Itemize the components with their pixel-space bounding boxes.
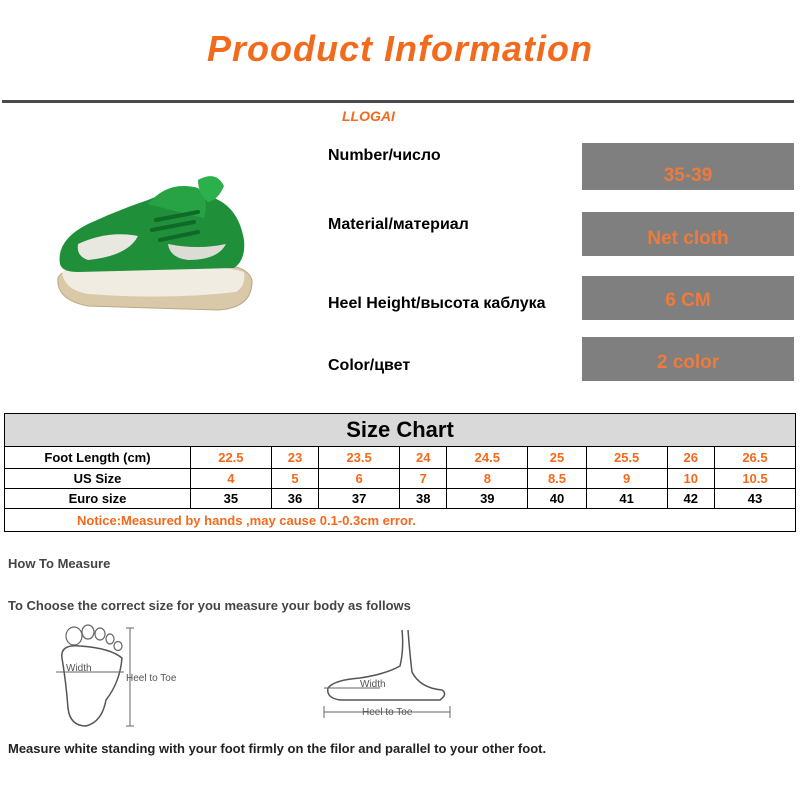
spec-label-material: Material/материал xyxy=(328,216,469,233)
side-width-label: Width xyxy=(360,679,386,690)
table-cell: 40 xyxy=(528,489,587,509)
product-shoe-image xyxy=(48,160,258,320)
table-cell: 24 xyxy=(399,447,446,469)
table-cell: 6 xyxy=(319,469,400,489)
table-cell: 26.5 xyxy=(714,447,795,469)
size-chart-notice: Notice:Measured by hands ,may cause 0.1-0.3cm error. xyxy=(5,509,796,532)
table-cell: 8.5 xyxy=(528,469,587,489)
spec-value-material: Net cloth xyxy=(582,212,794,256)
table-cell: 5 xyxy=(271,469,318,489)
foot-side-diagram xyxy=(320,626,454,720)
table-cell: 9 xyxy=(586,469,667,489)
table-cell: 7 xyxy=(399,469,446,489)
table-cell: 36 xyxy=(271,489,318,509)
table-cell: 42 xyxy=(667,489,714,509)
spec-value-color: 2 color xyxy=(582,337,794,381)
table-cell: 37 xyxy=(319,489,400,509)
table-cell: 26 xyxy=(667,447,714,469)
row-label-euro-size: Euro size xyxy=(5,489,191,509)
page-title: Prooduct Information xyxy=(207,28,593,69)
how-to-measure-heading: How To Measure xyxy=(8,556,111,571)
table-cell: 35 xyxy=(191,489,272,509)
table-row xyxy=(5,489,796,509)
table-cell: 43 xyxy=(714,489,795,509)
header-divider xyxy=(2,100,794,103)
spec-label-number: Number/число xyxy=(328,147,441,164)
table-cell: 23 xyxy=(271,447,318,469)
brand-label: LLOGAI xyxy=(342,108,395,124)
side-length-label: Heel to Toe xyxy=(362,707,413,718)
row-label-us-size: US Size xyxy=(5,469,191,489)
measure-instruction-text: Measure white standing with your foot firmly on the filor and parallel to your other foot. xyxy=(8,741,547,756)
spec-label-color: Color/цвет xyxy=(328,357,411,374)
sole-width-label: Width xyxy=(66,663,92,674)
table-cell: 10 xyxy=(667,469,714,489)
sole-length-label: Heel to Toe xyxy=(126,673,177,684)
table-row xyxy=(5,447,796,469)
table-cell: 24.5 xyxy=(447,447,528,469)
table-cell: 39 xyxy=(447,489,528,509)
table-cell: 38 xyxy=(399,489,446,509)
table-cell: 4 xyxy=(191,469,272,489)
table-cell: 10.5 xyxy=(714,469,795,489)
spec-value-heel-height: 6 CM xyxy=(582,276,794,320)
table-cell: 23.5 xyxy=(319,447,400,469)
table-cell: 8 xyxy=(447,469,528,489)
table-cell: 41 xyxy=(586,489,667,509)
spec-label-heel-height: Heel Height/высота каблука xyxy=(328,295,546,312)
spec-value-number: 35-39 xyxy=(582,143,794,190)
table-row xyxy=(5,469,796,489)
table-cell: 25 xyxy=(528,447,587,469)
table-cell: 22.5 xyxy=(191,447,272,469)
size-chart-title: Size Chart xyxy=(5,414,796,447)
choose-size-text: To Choose the correct size for you measure your body as follows xyxy=(8,598,411,613)
size-chart-table xyxy=(4,413,796,532)
row-label-foot-length: Foot Length (cm) xyxy=(5,447,191,469)
table-cell: 25.5 xyxy=(586,447,667,469)
